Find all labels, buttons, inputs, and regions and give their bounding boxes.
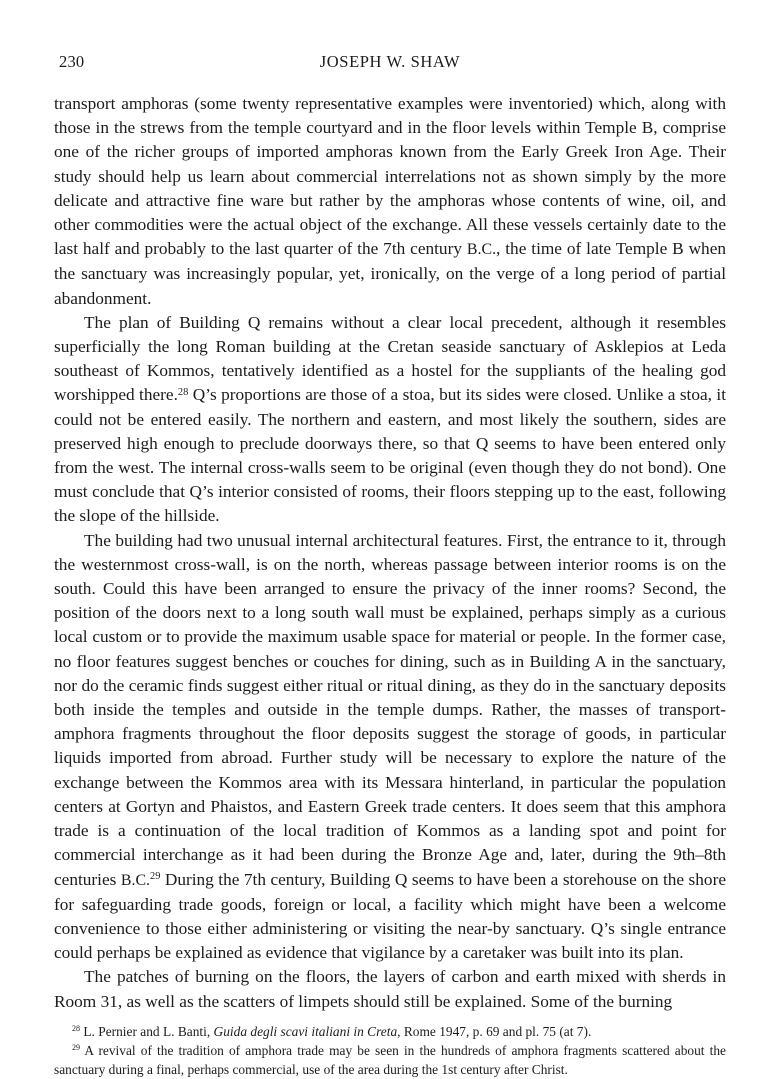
footnote-number: 28 bbox=[72, 1024, 81, 1034]
book-title: Guida degli scavi italiani in Creta bbox=[213, 1023, 398, 1039]
page-number: 230 bbox=[59, 52, 85, 71]
footnote-number: 29 bbox=[72, 1043, 81, 1053]
page-header bbox=[54, 52, 726, 74]
paragraph-2: The plan of Building Q remains without a clear local precedent, although it resembles superficially the long Roman building at the Cretan seaside sanctuary of Asklepios at Leda southeast of Kommos, tentatively identified as a hostel for the suppliants of the healing god worshipped there.$^{28}$ Q’s proportions are those of a stoa, but its sides were closed. Unlike a stoa, it could not be entered easily. The northern and eastern, and most likely the southern, sides are preserved high enough to preclude doorways there, so that Q seems to have been entered only from the west. The internal cross-walls seem to be original (even though they do not bond). One must conclude that Q’s interior consisted of rooms, their floors stepping up to the east, following the slope of the hillside. bbox=[54, 312, 727, 526]
era-abbreviation: B.C. bbox=[120, 871, 151, 889]
footnote-ref-28[interactable]: 28 bbox=[177, 386, 189, 398]
paragraph-4: The patches of burning on the floors, the layers of carbon and earth mixed with sherds in Room 31, as well as the scatters of limpets should still be explained. Some of the burning bbox=[54, 967, 726, 1011]
paragraph-1: transport amphoras (some twenty representative examples were inventoried) which, along with those in the strews from the temple courtyard and in the floor levels within Temple B, comprise one of the richer groups of imported amphoras known from the Early Greek Iron Age. Their study should help us learn about commercial interrelations not as shown simply by the more delicate and attractive fine ware but rather by the amphoras whose contents of wine, oil, and other commodities were the actual object of the exchange. All these vessels certainly date to the last half and probably to the last quarter of the 7th century B.C., the time of late Temple B when the sanctuary was increasingly popular, yet, ironically, on the verge of a long period of partial abandonment. bbox=[54, 94, 727, 308]
running-head: JOSEPH W. SHAW bbox=[319, 52, 461, 71]
body-text bbox=[54, 92, 726, 1014]
footnote-29: $^{29}$ A revival of the tradition of amphora trade may be seen in the hundreds of amphora fragments scattered about the sanctuary during a final, perhaps commercial, use of the area during the 1st century after Christ. bbox=[54, 1042, 726, 1077]
footnote-28: $^{28}$ L. Pernier and L. Banti, Guida degli scavi italiani in Creta, Rome 1947, p. 69 and pl. 75 (at 7). bbox=[72, 1023, 592, 1039]
footnotes bbox=[54, 1022, 726, 1079]
footnote-ref-29[interactable]: 29 bbox=[150, 870, 161, 882]
page bbox=[54, 52, 726, 1079]
era-abbreviation: B.C. bbox=[466, 241, 497, 259]
paragraph-3: The building had two unusual internal architectural features. First, the entrance to it, through the westernmost cross-wall, is on the north, whereas passage between interior rooms is on the south. Could this have been arranged to ensure the privacy of the inner rooms? Second, the position of the doors next to a long south wall must be explained, perhaps simply as a curious local custom or to provide the maximum usable space for material or people. In the former case, no floor features suggest benches or couches for dining, such as in Building A in the sanctuary, nor do the ceramic finds suggest either ritual or ritual dining, as they do in the sanctuary deposits both inside the temples and outside in the temple dumps. Rather, the masses of transport-amphora fragments throughout the floor deposits suggest the storage of goods, in particular liquids imported from abroad. Further study will be necessary to explore the nature of the exchange between the Kommos area with its Messara hinterland, in particular the population centers at Gortyn and Phaistos, and Eastern Greek trade centers. It does seem that this amphora trade is a continuation of the local tradition of Kommos as a landing spot and point for commercial interchange as it had been during the Bronze Age and, later, during the 9th–8th centuries B.C.$^{29}$ During the 7th century, Building Q seems to have been a storehouse on the shore for safeguarding trade goods, foreign or local, a facility which might have been a welcome convenience to those either administering or visiting the near-by sanctuary. Q’s single entrance could perhaps be explained as evidence that vigilance by a caretaker was built into its plan. bbox=[54, 530, 726, 963]
